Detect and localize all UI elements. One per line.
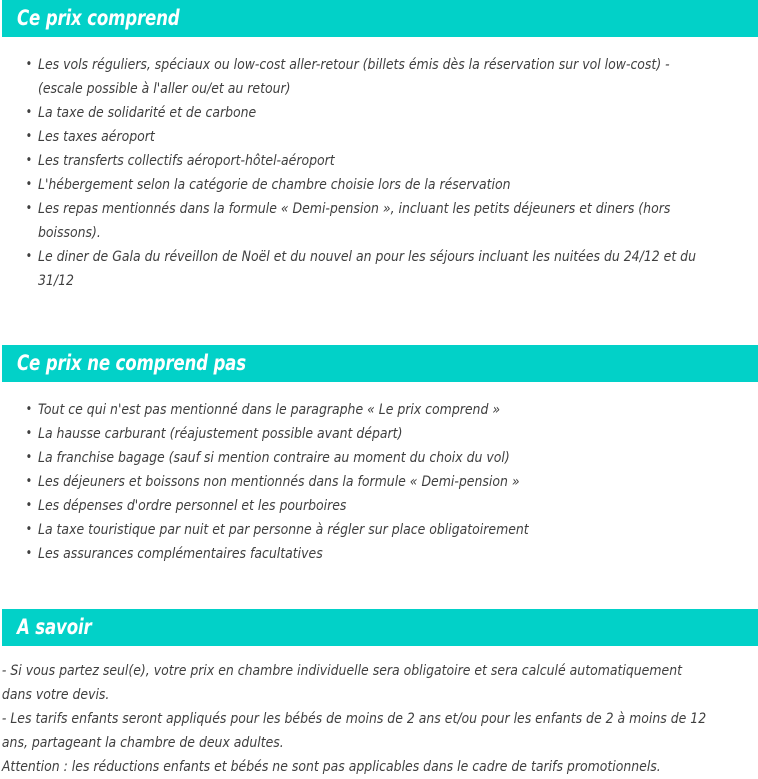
paragraph: - Si vous partez seul(e), votre prix en chambre individuelle sera obligatoire et sera calculé automatiquement dans votre devis. — [1, 662, 682, 703]
section-header-not-included — [2, 345, 758, 382]
section-spacer — [0, 566, 758, 609]
section-title-not-included: Ce prix ne comprend pas — [17, 351, 246, 375]
list-item: • La franchise bagage (sauf si mention contraire au moment du choix du vol) — [0, 446, 720, 470]
list-item: • Les dépenses d'ordre personnel et les pourboires — [0, 494, 720, 518]
list-item: • La taxe de solidarité et de carbone — [0, 101, 720, 125]
list-item: • Les taxes aéroport — [0, 125, 720, 149]
section-spacer — [0, 293, 758, 345]
section-body-good-to-know — [0, 646, 758, 779]
list-item: • Les vols réguliers, spéciaux ou low-cost aller-retour (billets émis dès la réservation sur vol low-cost) - (escale possible à l'aller ou/et au retour) — [0, 53, 720, 101]
list-item: • La hausse carburant (réajustement possible avant départ) — [0, 422, 720, 446]
section-header-included — [2, 0, 758, 37]
section-header-good-to-know — [2, 609, 758, 646]
section-body-not-included — [0, 382, 758, 566]
list-item: • Le diner de Gala du réveillon de Noël et du nouvel an pour les séjours incluant les nuitées du 24/12 et du 31/12 — [0, 245, 720, 293]
list-item: • Tout ce qui n'est pas mentionné dans le paragraphe « Le prix comprend » — [0, 398, 720, 422]
included-list — [0, 53, 758, 293]
paragraph: - Les tarifs enfants seront appliqués pour les bébés de moins de 2 ans et/ou pour les enfants de 2 à moins de 12 ans, partageant la chambre de deux adultes. — [1, 710, 707, 751]
list-item: • L'hébergement selon la catégorie de chambre choisie lors de la réservation — [0, 173, 720, 197]
list-item: • Les transferts collectifs aéroport-hôtel-aéroport — [0, 149, 720, 173]
list-item: • Les déjeuners et boissons non mentionnés dans la formule « Demi-pension » — [0, 470, 720, 494]
section-title-included: Ce prix comprend — [17, 6, 180, 30]
list-item: • Les repas mentionnés dans la formule « Demi-pension », incluant les petits déjeuners et diners (hors boissons). — [0, 197, 720, 245]
paragraph: Attention : les réductions enfants et bébés ne sont pas applicables dans le cadre de tarifs promotionnels. — [1, 758, 661, 775]
section-body-included — [0, 37, 758, 293]
list-item: • La taxe touristique par nuit et par personne à régler sur place obligatoirement — [0, 518, 720, 542]
not-included-list — [0, 398, 758, 566]
list-item: • Les assurances complémentaires facultatives — [0, 542, 720, 566]
section-title-good-to-know: A savoir — [17, 615, 92, 639]
